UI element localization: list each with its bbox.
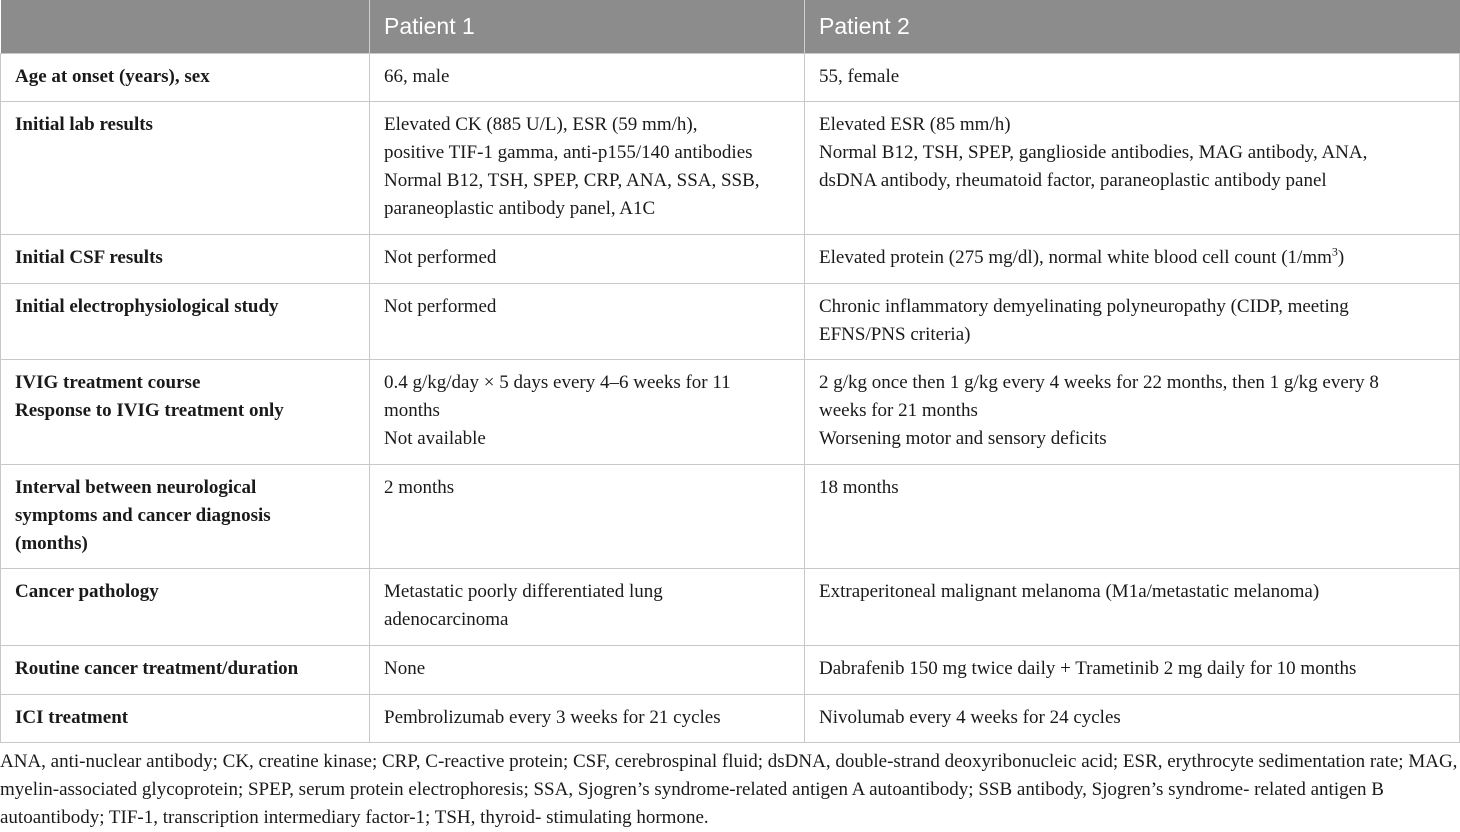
cell-line: Not available — [384, 427, 486, 449]
cell-line: Not performed — [384, 295, 497, 317]
cell-line: Elevated CK (885 U/L), ESR (59 mm/h), — [384, 113, 698, 135]
cell-line: 2 g/kg once then 1 g/kg every 4 weeks for 22 months, then 1 g/kg every 8 — [819, 371, 1379, 393]
table-row-electrophysiology — [1, 283, 1460, 359]
label-line: IVIG treatment course — [15, 371, 201, 393]
csf-text: Elevated protein (275 mg/dl), normal white blood cell count (1/mm — [819, 246, 1332, 268]
patient-1-cell — [370, 568, 805, 645]
cell-line: positive TIF-1 gamma, anti-p155/140 antibodies — [384, 141, 753, 163]
cell-line: Normal B12, TSH, SPEP, ganglioside antibodies, MAG antibody, ANA, — [819, 141, 1368, 163]
patient-2-cell — [805, 464, 1460, 568]
cell-line: dsDNA antibody, rheumatoid factor, paraneoplastic antibody panel — [819, 169, 1327, 191]
label-line: Initial CSF results — [15, 246, 163, 268]
label-line: Interval between neurological — [15, 476, 257, 498]
superscript: 3 — [1331, 244, 1338, 259]
row-label — [1, 53, 370, 101]
footnote-line: myelin-associated glycoprotein; SPEP, serum protein electrophoresis; SSA, Sjogren’s syndrome-related antigen A autoantibody; SSB antibody, Sjogren’s syndrome- related antigen B — [0, 779, 1384, 800]
table-row-interval — [1, 464, 1460, 568]
table-row-initial-lab — [1, 101, 1460, 234]
cell-line: Nivolumab every 4 weeks for 24 cycles — [819, 706, 1121, 728]
patient-1-cell — [370, 283, 805, 359]
cell-line: paraneoplastic antibody panel, A1C — [384, 197, 656, 219]
patient-1-cell — [370, 234, 805, 283]
cell-line: Not performed — [384, 246, 497, 268]
row-label — [1, 694, 370, 742]
footnote-line: autoantibody; TIF-1, transcription intermediary factor-1; TSH, thyroid- stimulating hormone. — [0, 807, 709, 828]
csf-text-end: ) — [1337, 246, 1345, 268]
patient-1-cell — [370, 645, 805, 694]
patient-1-cell — [370, 694, 805, 742]
label-line: Routine cancer treatment/duration — [15, 657, 299, 679]
table-row-initial-csf — [1, 234, 1460, 283]
cell-line: weeks for 21 months — [819, 399, 978, 421]
row-label — [1, 234, 370, 283]
cell-line: 18 months — [819, 476, 899, 498]
header-empty-cell — [1, 0, 370, 53]
row-label — [1, 645, 370, 694]
table-row-ivig — [1, 359, 1460, 464]
label-line: Age at onset (years), sex — [15, 65, 210, 87]
patient-1-cell — [370, 101, 805, 234]
header-patient-1: Patient 1 — [370, 0, 805, 53]
label-line: ICI treatment — [15, 706, 129, 728]
cell-line — [819, 244, 1449, 272]
cell-line: Metastatic poorly differentiated lung — [384, 580, 663, 602]
cell-line: EFNS/PNS criteria) — [819, 323, 971, 345]
table-body — [1, 53, 1460, 742]
table-header — [1, 0, 1460, 53]
table-row-age-sex — [1, 53, 1460, 101]
cell-line: None — [384, 657, 426, 679]
patient-2-cell — [805, 101, 1460, 234]
row-label — [1, 568, 370, 645]
cell-line: 55, female — [819, 65, 900, 87]
cell-line: 2 months — [384, 476, 455, 498]
cell-line: Normal B12, TSH, SPEP, CRP, ANA, SSA, SSB, — [384, 169, 760, 191]
label-line: Initial lab results — [15, 113, 153, 135]
patient-1-cell — [370, 464, 805, 568]
header-patient-2: Patient 2 — [805, 0, 1460, 53]
patient-2-cell — [805, 694, 1460, 742]
patient-2-cell — [805, 645, 1460, 694]
cell-line: Extraperitoneal malignant melanoma (M1a/metastatic melanoma) — [819, 580, 1320, 602]
patient-1-cell — [370, 359, 805, 464]
row-label — [1, 464, 370, 568]
table-row-cancer-pathology — [1, 568, 1460, 645]
label-line: (months) — [15, 532, 88, 554]
cell-line: Pembrolizumab every 3 weeks for 21 cycles — [384, 706, 721, 728]
row-label — [1, 283, 370, 359]
row-label — [1, 101, 370, 234]
cell-line: 66, male — [384, 65, 450, 87]
table-footnote — [0, 748, 1460, 832]
cell-line: Worsening motor and sensory deficits — [819, 427, 1107, 449]
table-row-ici-treatment — [1, 694, 1460, 742]
label-line: Cancer pathology — [15, 580, 159, 602]
cell-line: Elevated ESR (85 mm/h) — [819, 113, 1011, 135]
table-row-routine-treatment — [1, 645, 1460, 694]
patient-2-cell — [805, 359, 1460, 464]
label-line: Initial electrophysiological study — [15, 295, 279, 317]
footnote-line: ANA, anti-nuclear antibody; CK, creatine kinase; CRP, C-reactive protein; CSF, cerebrospinal fluid; dsDNA, double-strand deoxyribonucleic acid; ESR, erythrocyte sedimentation rate; MAG, — [0, 751, 1458, 772]
cell-line: months — [384, 399, 440, 421]
row-label — [1, 359, 370, 464]
label-line: Response to IVIG treatment only — [15, 399, 284, 421]
cell-line: Chronic inflammatory demyelinating polyneuropathy (CIDP, meeting — [819, 295, 1349, 317]
cell-line: Dabrafenib 150 mg twice daily + Trametinib 2 mg daily for 10 months — [819, 657, 1357, 679]
label-line: symptoms and cancer diagnosis — [15, 504, 271, 526]
patient-2-cell — [805, 568, 1460, 645]
patient-2-cell — [805, 53, 1460, 101]
patient-2-cell — [805, 234, 1460, 283]
cell-line: adenocarcinoma — [384, 608, 509, 630]
cell-line: 0.4 g/kg/day × 5 days every 4–6 weeks for 11 — [384, 371, 731, 393]
patient-1-cell — [370, 53, 805, 101]
patient-2-cell — [805, 283, 1460, 359]
header-row — [1, 0, 1460, 53]
